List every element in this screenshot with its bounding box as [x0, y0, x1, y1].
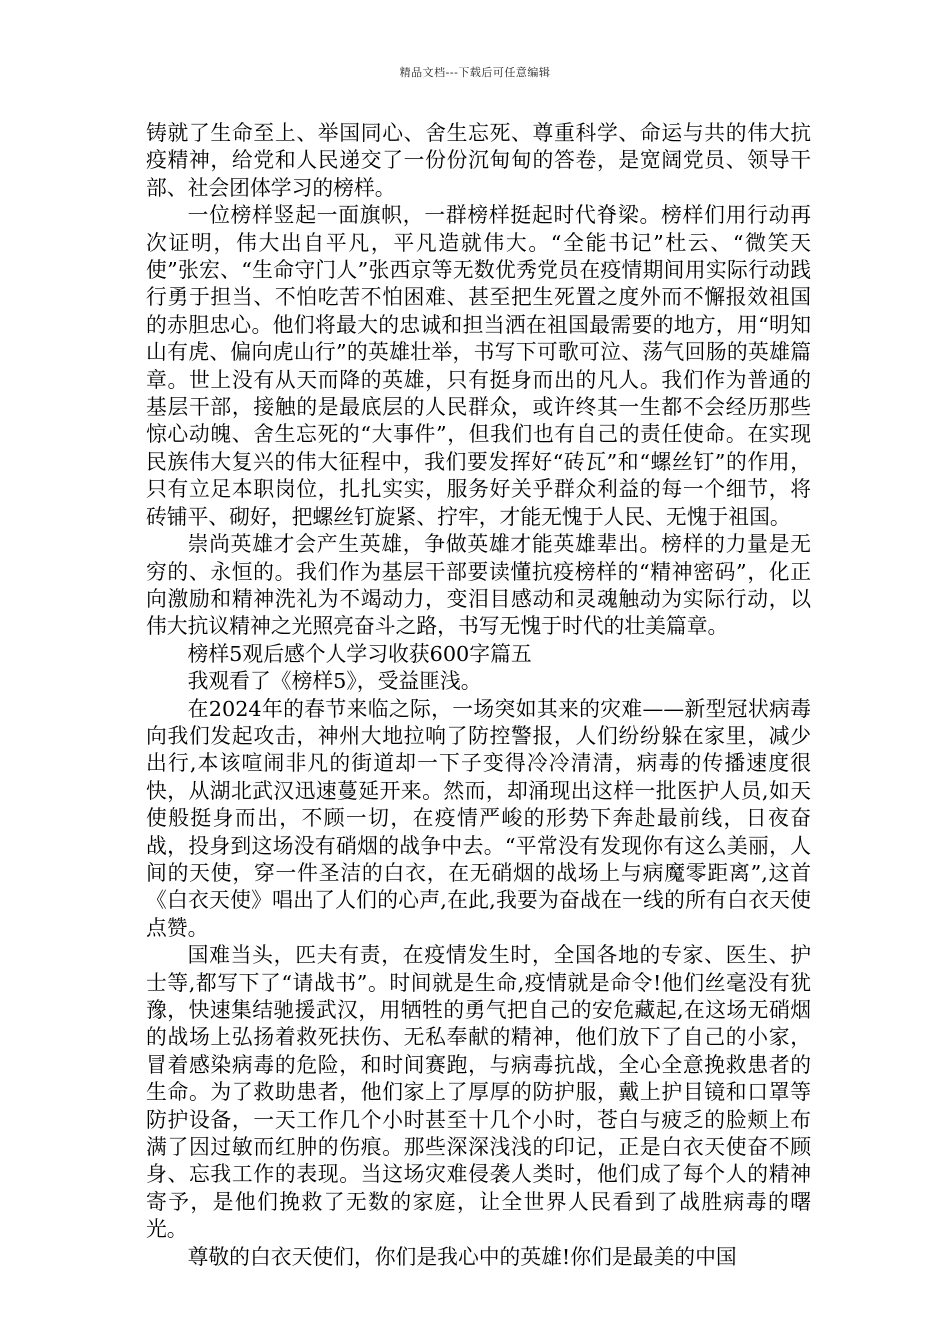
paragraph-role-models: 一位榜样竖起一面旗帜，一群榜样挺起时代脊梁。榜样们用行动再次证明，伟大出自平凡，平凡造就伟大。“全能书记”杜云、“微笑天使”张宏、“生命守门人”张西京等无数优秀党员在疫情期间用实际行动践行勇于担当、不怕吃苦不怕困难、甚至把生死置之度外而不懈报效祖国的赤胆忠心。他们将最大的忠诚和担当洒在祖国最需要的地方，用“明知山有虎、偏向虎山行”的英雄壮举，书写下可歌可泣、荡气回肠的英雄篇章。世上没有从天而降的英雄，只有挺身而出的凡人。我们作为普通的基层干部，接触的是最底层的人民群众，或许终其一生都不会经历那些惊心动魄、舍生忘死的“大事件”，但我们也有自己的责任使命。在实现民族伟大复兴的伟大征程中，我们要发挥好“砖瓦”和“螺丝钉”的作用，只有立足本职岗位，扎扎实实，服务好关乎群众利益的每一个细节，将砖铺平、砌好，把螺丝钉旋紧、拧牢，才能无愧于人民、无愧于祖国。 — [146, 203, 811, 529]
paragraph-tribute: 尊敬的白衣天使们，你们是我心中的英雄!你们是最美的中国 — [187, 1244, 737, 1269]
paragraph-outbreak: 在2024年的春节来临之际，一场突如其来的灾难——新型冠状病毒向我们发起攻击，神州大地拉响了防控警报，人们纷纷躲在家里，减少出行,本该喧闹非凡的街道却一下子变得冷冷清清，病毒的传播速度很快，从湖北武汉迅速蔓延开来。然而，却涌现出这样一批医护人员,如天使般挺身而出，不顾一切，在疫情严峻的形势下奔赴最前线，日夜奋战，投身到这场没有硝烟的战争中去。“平常没有发现你有这么美丽，人间的天使，穿一件圣洁的白衣，在无硝烟的战场上与病魔零距离”,这首《白衣天使》唱出了人们的心声,在此,我要为奋战在一线的所有白衣天使点赞。 — [146, 696, 811, 940]
section-heading: 榜样5观后感个人学习收获600字篇五 — [187, 641, 532, 666]
paragraph-heroes: 崇尚英雄才会产生英雄，争做英雄才能英雄辈出。榜样的力量是无穷的、永恒的。我们作为基层干部要读懂抗疫榜样的“精神密码”，化正向激励和精神洗礼为不竭动力，变泪目感动和灵魂触动为实际行动，以伟大抗议精神之光照亮奋斗之路，书写无愧于时代的壮美篇章。 — [146, 532, 811, 639]
page-header: 精品文档---下载后可任意编辑 — [399, 66, 551, 79]
paragraph-intro: 我观看了《榜样5》，受益匪浅。 — [187, 669, 482, 694]
paragraph-continuation: 铸就了生命至上、举国同心、舍生忘死、尊重科学、命运与共的伟大抗疫精神，给党和人民递交了一份份沉甸甸的答卷，是宽阔党员、领导干部、社会团体学习的榜样。 — [146, 121, 811, 200]
paragraph-medical-staff: 国难当头，匹夫有责，在疫情发生时，全国各地的专家、医生、护士等,都写下了“请战书”。时间就是生命,疫情就是命令!他们丝毫没有犹豫，快速集结驰援武汉，用牺牲的勇气把自己的安危藏起,在这场无硝烟的战场上弘扬着救死扶伤、无私奉献的精神，他们放下了自己的小家，冒着感染病毒的危险，和时间赛跑，与病毒抗战，全心全意挽救患者的生命。为了救助患者，他们家上了厚厚的防护服，戴上护目镜和口罩等防护设备，一天工作几个小时甚至十几个小时，苍白与疲乏的脸颊上布满了因过敏而红肿的伤痕。那些深深浅浅的印记，正是白衣天使奋不顾身、忘我工作的表现。当这场灾难侵袭人类时，他们成了每个人的精神寄予，是他们挽救了无数的家庭，让全世界人民看到了战胜病毒的曙光。 — [146, 943, 811, 1242]
document-body — [146, 120, 811, 1271]
